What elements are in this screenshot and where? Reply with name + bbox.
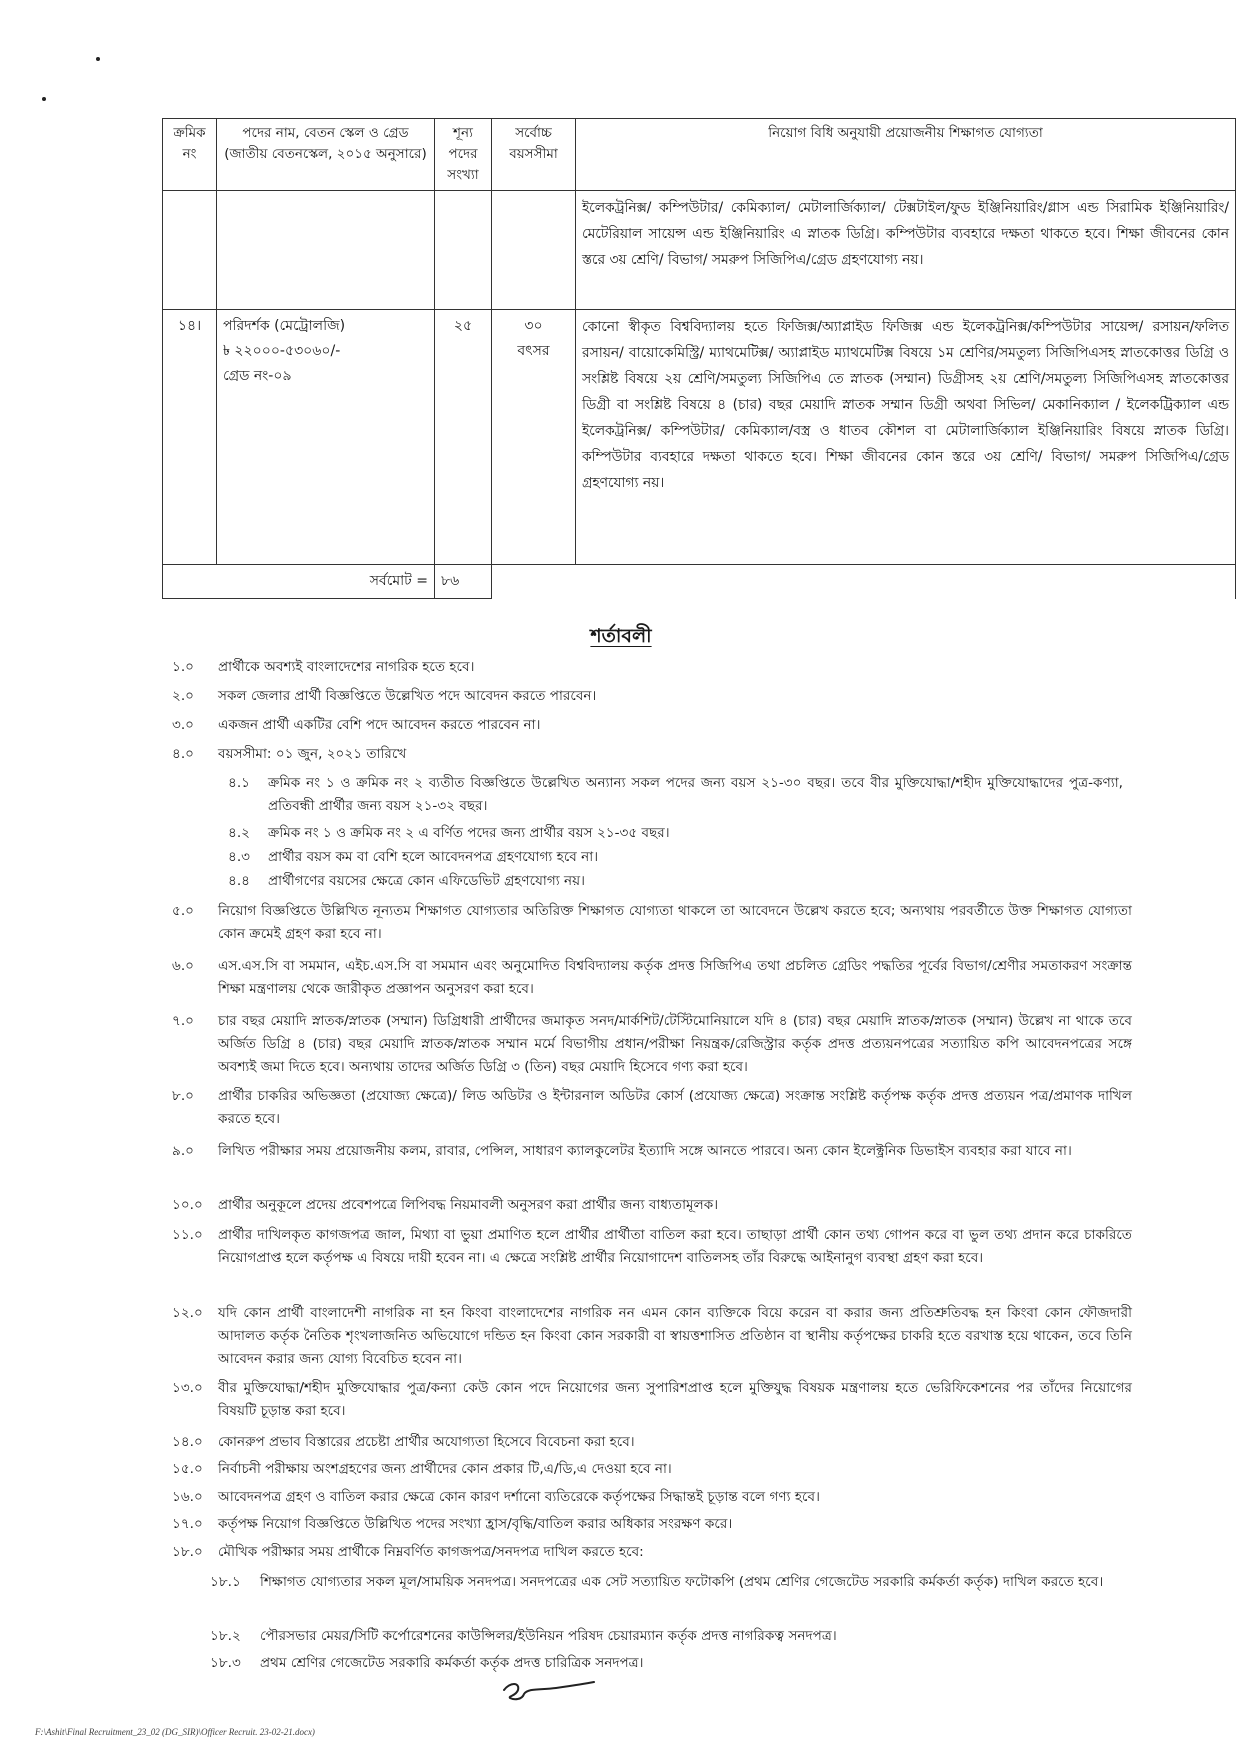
condition-item: ৮.০ প্রার্থীর চাকরির অভিজ্ঞতা (প্রযোজ্য ক্ষেত্রে)/ লিড অডিটর ও ইন্টারনাল অডিটর কোর্স (প্রযোজ্য ক্ষেত্রে) সংক্রান্ত সংশ্লিষ্ট কর্তৃপক্ষ কর্তৃক প্রদত্ত প্রত্যয়ন পত্র/প্রমাণক দাখিল করতে হবে। bbox=[172, 1088, 1132, 1127]
header-qualification: নিয়োগ বিধি অনুযায়ী প্রয়োজনীয় শিক্ষাগত যোগ্যতা bbox=[576, 119, 1236, 191]
empty-cell bbox=[435, 191, 492, 310]
serial-cell: ১৪। bbox=[163, 310, 217, 565]
condition-item: ১৪.০ কোনরুপ প্রভাব বিস্তারের প্রচেষ্টা প্রার্থীর অযোগ্যতা হিসেবে বিবেচনা করা হবে। bbox=[172, 1434, 635, 1450]
post-name: পরিদর্শক (মেট্রোলজি) bbox=[223, 318, 346, 334]
condition-item: ৩.০ একজন প্রার্থী একটির বেশি পদে আবেদন করতে পারবেন না। bbox=[172, 717, 541, 733]
condition-item: ১৬.০ আবেদনপত্র গ্রহণ ও বাতিল করার ক্ষেত্রে কোন কারণ দর্শানো ব্যতিরেকে কর্তৃপক্ষের সিদ্ধান্তই চূড়ান্ত বলে গণ্য হবে। bbox=[172, 1489, 820, 1505]
condition-item: ১১.০ প্রার্থীর দাখিলকৃত কাগজপত্র জাল, মিথ্যা বা ভুয়া প্রমাণিত হলে প্রার্থীর প্রার্থীতা বাতিল করা হবে। তাছাড়া প্রার্থী কোন তথ্য গোপন করে বা ভুল তথ্য প্রদান করে চাকরিতে নিয়োগপ্রাপ্ত হলে কর্তৃপক্ষ এ বিষয়ে দায়ী হবেন না। এ ক্ষেত্রে সংশ্লিষ্ট প্রার্থীর নিয়োগাদেশ বাতিলসহ তাঁর বিরুদ্ধে আইনানুগ ব্যবস্থা গ্রহণ করা হবে। bbox=[172, 1227, 1132, 1266]
empty-cell bbox=[576, 565, 1236, 599]
condition-item: ১২.০ যদি কোন প্রার্থী বাংলাদেশী নাগরিক না হন কিংবা বাংলাদেশের নাগরিক নন এমন কোন ব্যক্তিকে বিয়ে করেন বা করার জন্য প্রতিশ্রুতিবদ্ধ হন কিংবা কোন ফৌজদারী আদালত কর্তৃক নৈতিক শৃংখলাজনিত অভিযোগে দন্ডিত হন কিংবা কোন সরকারী বা স্বায়ত্তশাসিত প্রতিষ্ঠান বা স্থানীয় কর্তৃপক্ষের চাকরি হতে বরখাস্ত হয়ে থাকেন, তবে তিনি আবেদন করার জন্য যোগ্য বিবেচিত হবেন না। bbox=[172, 1305, 1132, 1367]
table-row bbox=[163, 191, 1236, 310]
empty-cell bbox=[217, 191, 435, 310]
post-grade: গ্রেড নং-০৯ bbox=[223, 368, 292, 384]
total-label: সর্বমোট = bbox=[217, 565, 435, 599]
scan-speck bbox=[96, 57, 100, 61]
total-value: ৮৬ bbox=[435, 565, 492, 599]
section-title: শর্তাবলী bbox=[590, 625, 652, 647]
condition-item: ৭.০ চার বছর মেয়াদি স্নাতক/স্নাতক (সম্মান) ডিগ্রিধারী প্রার্থীদের জমাকৃত সনদ/মার্কশিট/টেস্টিমোনিয়ালে যদি ৪ (চার) বছর মেয়াদি স্নাতক/স্নাতক (সম্মান) উল্লেখ না থাকে তবে অর্জিত ডিগ্রি ৪ (চার) বছর মেয়াদি স্নাতক/স্নাতক সম্মান মর্মে বিভাগীয় প্রধান/পরীক্ষা নিয়ন্ত্রক/রেজিস্ট্রার কর্তৃক প্রদত্ত প্রত্যয়নপত্রের সত্যায়িত কপি আবেদনপত্রের সঙ্গে অবশ্যই জমা দিতে হবে। অন্যথায় তাদের অর্জিত ডিগ্রি ৩ (তিন) বছর মেয়াদি হিসেবে গণ্য করা হবে। bbox=[172, 1013, 1132, 1075]
condition-item: ২.০ সকল জেলার প্রার্থী বিজ্ঞপ্তিতে উল্লেখিত পদে আবেদন করতে পারবেন। bbox=[172, 688, 597, 704]
condition-item: ৬.০ এস.এস.সি বা সমমান, এইচ.এস.সি বা সমমান এবং অনুমোদিত বিশ্ববিদ্যালয় কর্তৃক প্রদত্ত সিজিপিএ তথা প্রচলিত গ্রেডিং পদ্ধতির পূর্বের বিভাগ/শ্রেণীর সমতাকরণ সংক্রান্ত শিক্ষা মন্ত্রণালয় থেকে জারীকৃত প্রজ্ঞাপন অনুসরণ করা হবে। bbox=[172, 958, 1132, 997]
recruitment-table bbox=[162, 118, 1236, 599]
table-total-row bbox=[163, 565, 1236, 599]
header-post: পদের নাম, বেতন স্কেল ও গ্রেড (জাতীয় বেতনস্কেল, ২০১৫ অনুসারে) bbox=[217, 119, 435, 191]
document-subitem: ১৮.১ শিক্ষাগত যোগ্যতার সকল মূল/সাময়িক সনদপত্র। সনদপত্রের এক সেট সত্যায়িত ফটোকপি (প্রথম শ্রেণির গেজেটেড সরকারি কর্মকর্তা কর্তৃক) দাখিল করতে হবে। bbox=[210, 1574, 1104, 1590]
header-serial: ক্রমিক নং bbox=[163, 119, 217, 191]
condition-item: ৫.০ নিয়োগ বিজ্ঞপ্তিতে উল্লিখিত নূন্যতম শিক্ষাগত যোগ্যতার অতিরিক্ত শিক্ষাগত যোগ্যতা থাকলে তা আবেদনে উল্লেখ করতে হবে; অন্যথায় পরবর্তীতে উক্ত শিক্ষাগত যোগ্যতা কোন ক্রমেই গ্রহণ করা হবে না। bbox=[172, 903, 1132, 942]
empty-cell bbox=[163, 565, 217, 599]
document-subitem: ১৮.৩ প্রথম শ্রেণির গেজেটেড সরকারি কর্মকর্তা কর্তৃক প্রদত্ত চারিত্রিক সনদপত্র। bbox=[210, 1655, 644, 1671]
empty-cell bbox=[492, 191, 576, 310]
empty-cell bbox=[492, 565, 576, 599]
age-value: ৩০ bbox=[524, 318, 543, 334]
empty-cell bbox=[163, 191, 217, 310]
table-header-row bbox=[163, 119, 1236, 191]
table-row bbox=[163, 310, 1236, 565]
condition-item: ১৩.০ বীর মুক্তিযোদ্ধা/শহীদ মুক্তিযোদ্ধার পুত্র/কন্যা কেউ কোন পদে নিয়োগের জন্য সুপারিশপ্রাপ্ত হলে মুক্তিযুদ্ধ বিষয়ক মন্ত্রণালয় হতে ভেরিফিকেশনের পর তাঁদের নিয়োগের বিষয়টি চূড়ান্ত করা হবে। bbox=[172, 1380, 1132, 1419]
post-cell bbox=[217, 310, 435, 565]
age-subitem: ৪.৩ প্রার্থীর বয়স কম বা বেশি হলে আবেদনপত্র গ্রহণযোগ্য হবে না। bbox=[228, 849, 599, 865]
vacancy-cell: ২৫ bbox=[435, 310, 492, 565]
condition-item: ১০.০ প্রার্থীর অনুকূলে প্রদেয় প্রবেশপত্রে লিপিবদ্ধ নিয়মাবলী অনুসরণ করা প্রার্থীর জন্য বাধ্যতামূলক। bbox=[172, 1197, 719, 1213]
age-cell bbox=[492, 310, 576, 565]
age-unit: বৎসর bbox=[517, 343, 550, 359]
condition-item: ১৮.০ মৌখিক পরীক্ষার সময় প্রার্থীকে নিম্নবর্ণিত কাগজপত্র/সনদপত্র দাখিল করতে হবে: bbox=[172, 1544, 644, 1560]
age-subitem: ৪.১ ক্রমিক নং ১ ও ক্রমিক নং ২ ব্যতীত বিজ্ঞপ্তিতে উল্লেখিত অন্যান্য সকল পদের জন্য বয়স ২১-৩০ বছর। তবে বীর মুক্তিযোদ্ধা/শহীদ মুক্তিযোদ্ধাদের পুত্র-কণ্যা, প্রতিবন্ধী প্রার্থীর জন্য বয়স ২১-৩২ বছর। bbox=[228, 775, 1123, 814]
header-age-limit: সর্বোচ্চ বয়সসীমা bbox=[492, 119, 576, 191]
qualification-cell: কোনো স্বীকৃত বিশ্ববিদ্যালয় হতে ফিজিক্স/অ্যাপ্লাইড ফিজিক্স এন্ড ইলেকট্রনিক্স/কম্পিউটার সায়েন্স/ রসায়ন/ফলিত রসায়ন/ বায়োকেমিস্ট্রি/ ম্যাথমেটিক্স/ অ্যাপ্লাইড ম্যাথমেটিক্স বিষয়ে ১ম শ্রেণির/সমতুল্য সিজিপিএসহ স্নাতকোত্তর ডিগ্রি ও সংশ্লিষ্ট বিষয়ে ২য় শ্রেণি/সমতুল্য সিজিপিএ তে স্নাতক (সম্মান) ডিগ্রীসহ ২য় শ্রেণি/সমতুল্য সিজিপিএসহ স্নাতকোত্তর ডিগ্রী বা সংশ্লিষ্ট বিষয়ে ৪ (চার) বছর মেয়াদি স্নাতক সম্মান ডিগ্রী অথবা সিভিল/ মেকানিক্যাল / ইলেকট্রিক্যাল এন্ড ইলেকট্রনিক্স/ কম্পিউটার/ কেমিক্যাল/বস্ত্র ও ধাতব কৌশল বা মেটালার্জিক্যাল ইঞ্জিনিয়ারিং বিষয়ে স্নাতক ডিগ্রি। কম্পিউটার ব্যবহারে দক্ষতা থাকতে হবে। শিক্ষা জীবনের কোন স্তরে ৩য় শ্রেণি/ বিভাগ/ সমরুপ সিজিপিএ/গ্রেড গ্রহণযোগ্য নয়। bbox=[576, 310, 1236, 565]
header-vacancy: শূন্য পদের সংখ্যা bbox=[435, 119, 492, 191]
condition-item: ১.০ প্রার্থীকে অবশ্যই বাংলাদেশের নাগরিক হতে হবে। bbox=[172, 659, 475, 675]
file-path: F:\Ashit\Final Recruitment_23_02 (DG_SIR)\Officer Recruit. 23-02-21.docx) bbox=[35, 1727, 315, 1737]
condition-item: ১৫.০ নির্বাচনী পরীক্ষায় অংশগ্রহণের জন্য প্রার্থীদের কোন প্রকার টি,এ/ডি,এ দেওয়া হবে না। bbox=[172, 1461, 672, 1477]
post-scale: ৳ ২২০০০-৫৩০৬০/- bbox=[223, 343, 341, 359]
scan-speck bbox=[42, 97, 46, 101]
age-subitem: ৪.২ ক্রমিক নং ১ ও ক্রমিক নং ২ এ বর্ণিত পদের জন্য প্রার্থীর বয়স ২১-৩৫ বছর। bbox=[228, 825, 670, 841]
condition-item: ১৭.০ কর্তৃপক্ষ নিয়োগ বিজ্ঞপ্তিতে উল্লিখিত পদের সংখ্যা হ্রাস/বৃদ্ধি/বাতিল করার অধিকার সংরক্ষণ করে। bbox=[172, 1516, 733, 1532]
condition-item: ৯.০ লিখিত পরীক্ষার সময় প্রয়োজনীয় কলম, রাবার, পেন্সিল, সাধারণ ক্যালকুলেটর ইত্যাদি সঙ্গে আনতে পারবে। অন্য কোন ইলেক্ট্রনিক ডিভাইস ব্যবহার করা যাবে না। bbox=[172, 1143, 1072, 1159]
age-subitem: ৪.৪ প্রার্থীগণের বয়সের ক্ষেত্রে কোন এফিডেভিট গ্রহণযোগ্য নয়। bbox=[228, 873, 585, 889]
document-subitem: ১৮.২ পৌরসভার মেয়র/সিটি কর্পোরেশনের কাউন্সিলর/ইউনিয়ন পরিষদ চেয়ারম্যান কর্তৃক প্রদত্ত নাগরিকত্ব সনদপত্র। bbox=[210, 1628, 837, 1644]
condition-item: ৪.০ বয়সসীমা: ০১ জুন, ২০২১ তারিখে bbox=[172, 746, 407, 762]
handwritten-signature bbox=[500, 1668, 600, 1708]
qualification-cell-continued: ইলেকট্রনিক্স/ কম্পিউটার/ কেমিক্যাল/ মেটালার্জিক্যাল/ টেক্সটাইল/ফুড ইঞ্জিনিয়ারিং/গ্লাস এন্ড সিরামিক ইঞ্জিনিয়ারিং/মেটেরিয়াল সায়েন্স এন্ড ইঞ্জিনিয়ারিং এ স্নাতক ডিগ্রি। কম্পিউটার ব্যবহারে দক্ষতা থাকতে হবে। শিক্ষা জীবনের কোন স্তরে ৩য় শ্রেণি/ বিভাগ/ সমরুপ সিজিপিএ/গ্রেড গ্রহণযোগ্য নয়। bbox=[576, 191, 1236, 310]
